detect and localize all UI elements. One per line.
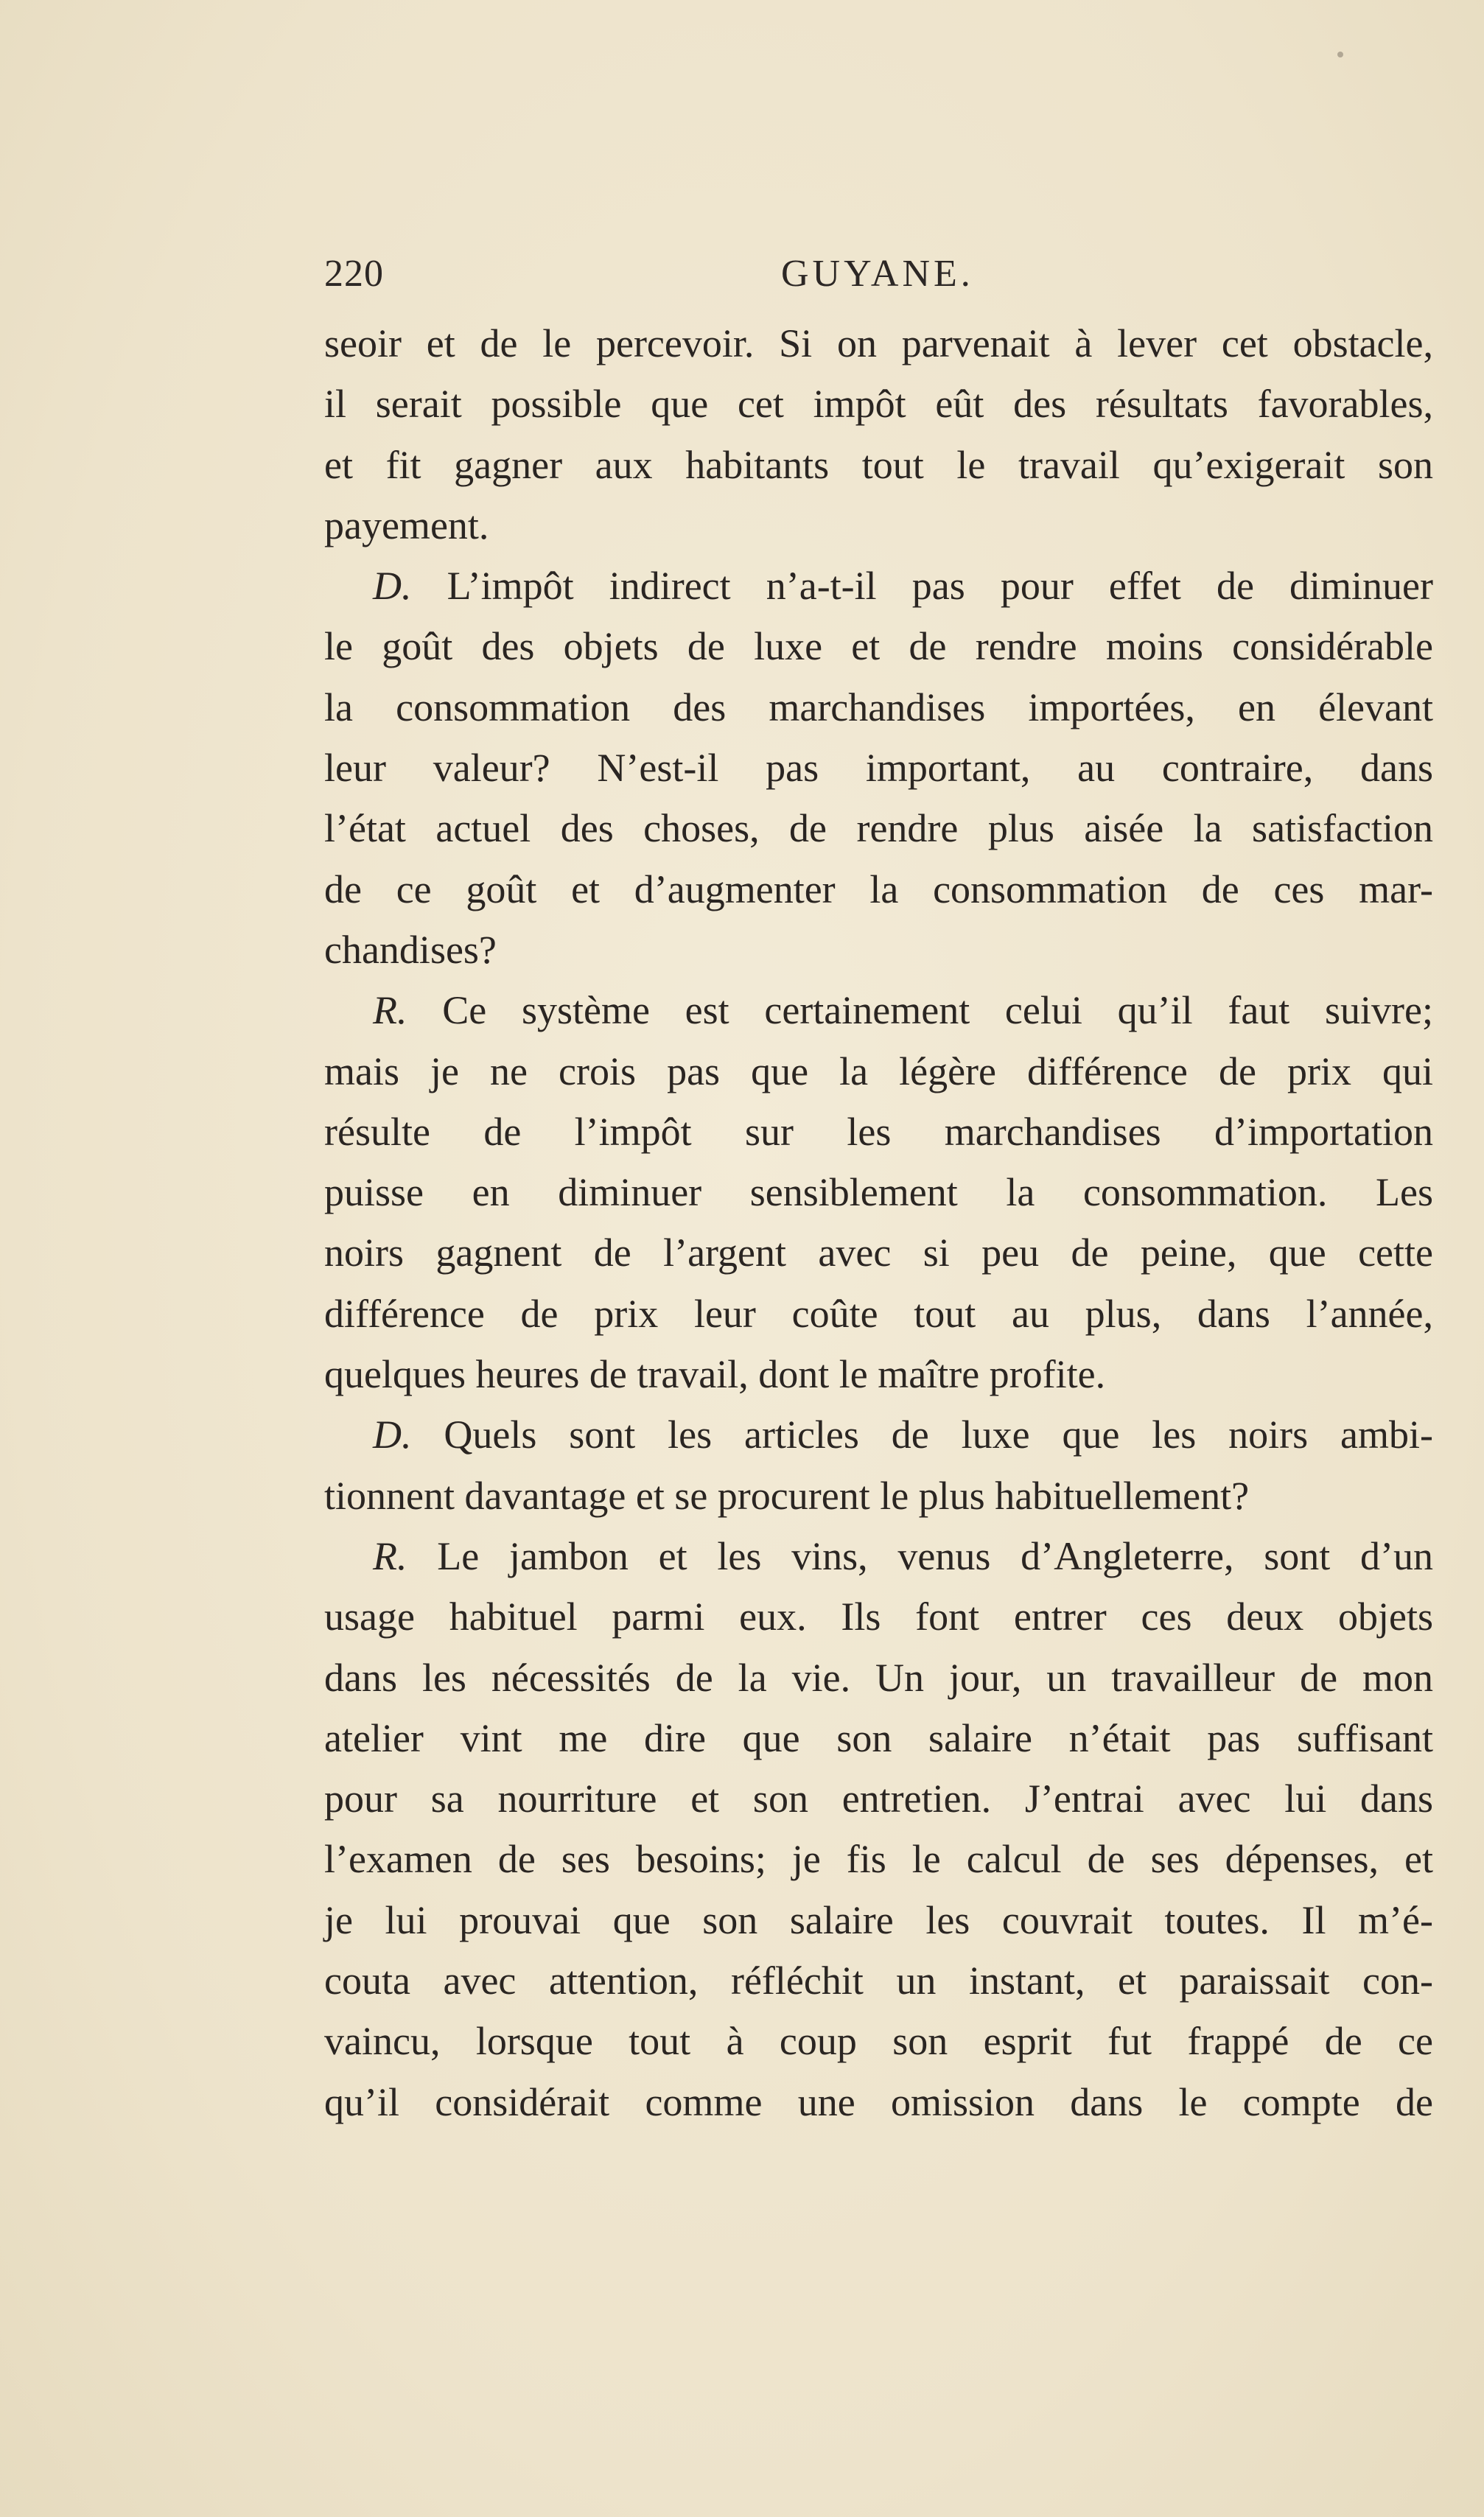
line-text: il serait possible que cet impôt eût des résultats favorables, xyxy=(324,382,1433,427)
running-title: GUYANE. xyxy=(781,253,974,295)
text-line xyxy=(324,2072,1433,2132)
page-number: 220 xyxy=(324,253,384,295)
text-line xyxy=(324,495,1433,556)
line-text: noirs gagnent de l’argent avec si peu de peine, que cette xyxy=(324,1231,1433,1275)
text-line xyxy=(324,1404,1433,1465)
speaker-label: R. xyxy=(373,988,407,1033)
line-text: usage habituel parmi eux. Ils font entrer ces deux objets xyxy=(324,1594,1433,1639)
text-line xyxy=(324,374,1433,434)
line-text: l’examen de ses besoins; je fis le calcul de ses dépenses, et xyxy=(324,1837,1433,1882)
text-line xyxy=(324,1586,1433,1647)
text-line xyxy=(324,1526,1433,1586)
text-line xyxy=(324,435,1433,495)
line-text: couta avec attention, réfléchit un instant, et paraissait con- xyxy=(324,1958,1433,2003)
text-line xyxy=(324,1890,1433,1950)
line-text: puisse en diminuer sensiblement la consommation. Les xyxy=(324,1170,1433,1215)
line-text: différence de prix leur coûte tout au plus, dans l’année, xyxy=(324,1291,1433,1336)
text-line xyxy=(324,1162,1433,1222)
text-line xyxy=(324,1284,1433,1344)
text-line xyxy=(324,738,1433,798)
text-line xyxy=(324,1041,1433,1102)
text-line xyxy=(324,1708,1433,1768)
text-line xyxy=(324,1768,1433,1829)
line-text: je lui prouvai que son salaire les couvrait toutes. Il m’é- xyxy=(324,1897,1433,1942)
line-text: Ce système est certainement celui qu’il faut suivre; xyxy=(407,988,1433,1033)
ink-spot xyxy=(1337,52,1343,57)
line-text: mais je ne crois pas que la légère différence de prix qui xyxy=(324,1049,1433,1093)
line-text: Le jambon et les vins, venus d’Angleterre, sont d’un xyxy=(407,1533,1433,1578)
page-header xyxy=(324,252,1422,311)
text-line xyxy=(324,2011,1433,2071)
text-line xyxy=(324,313,1433,374)
text-line xyxy=(324,1648,1433,1708)
line-text: seoir et de le percevoir. Si on parvenait à lever cet obstacle, xyxy=(324,321,1433,365)
text-line xyxy=(324,980,1433,1040)
body-text xyxy=(324,313,1433,2132)
line-text: chandises? xyxy=(324,927,497,972)
text-line xyxy=(324,1344,1433,1404)
text-line xyxy=(324,1102,1433,1162)
text-line xyxy=(324,556,1433,616)
line-text: Quels sont les articles de luxe que les noirs ambi- xyxy=(411,1412,1433,1457)
line-text: L’impôt indirect n’a-t-il pas pour effet de diminuer xyxy=(411,564,1433,609)
line-text: l’état actuel des choses, de rendre plus aisée la satisfaction xyxy=(324,806,1433,851)
line-text: de ce goût et d’augmenter la consommation de ces mar- xyxy=(324,867,1433,911)
line-text: leur valeur? N’est-il pas important, au contraire, dans xyxy=(324,746,1433,791)
speaker-label: R. xyxy=(373,1533,407,1578)
line-text: quelques heures de travail, dont le maître profite. xyxy=(324,1352,1106,1397)
line-text: pour sa nourriture et son entretien. J’entrai avec lui dans xyxy=(324,1776,1433,1821)
text-line xyxy=(324,1222,1433,1283)
line-text: qu’il considérait comme une omission dans le compte de xyxy=(324,2079,1433,2124)
text-line xyxy=(324,1829,1433,1889)
text-line xyxy=(324,798,1433,858)
text-line xyxy=(324,677,1433,738)
speaker-label: D. xyxy=(373,564,412,609)
line-text: tionnent davantage et se procurent le plus habituellement? xyxy=(324,1473,1250,1518)
text-line xyxy=(324,616,1433,676)
line-text: atelier vint me dire que son salaire n’était pas suffisant xyxy=(324,1715,1433,1760)
line-text: payement. xyxy=(324,503,489,547)
line-text: le goût des objets de luxe et de rendre moins considérable xyxy=(324,624,1433,669)
line-text: la consommation des marchandises importées, en élevant xyxy=(324,685,1433,729)
text-line xyxy=(324,859,1433,920)
line-text: et fit gagner aux habitants tout le travail qu’exigerait son xyxy=(324,442,1433,487)
speaker-label: D. xyxy=(373,1412,412,1457)
text-line xyxy=(324,1466,1433,1526)
line-text: dans les nécessités de la vie. Un jour, un travailleur de mon xyxy=(324,1655,1433,1700)
text-line xyxy=(324,920,1433,980)
line-text: vaincu, lorsque tout à coup son esprit fut frappé de ce xyxy=(324,2019,1433,2064)
line-text: résulte de l’impôt sur les marchandises d’importation xyxy=(324,1109,1433,1154)
text-line xyxy=(324,1950,1433,2011)
